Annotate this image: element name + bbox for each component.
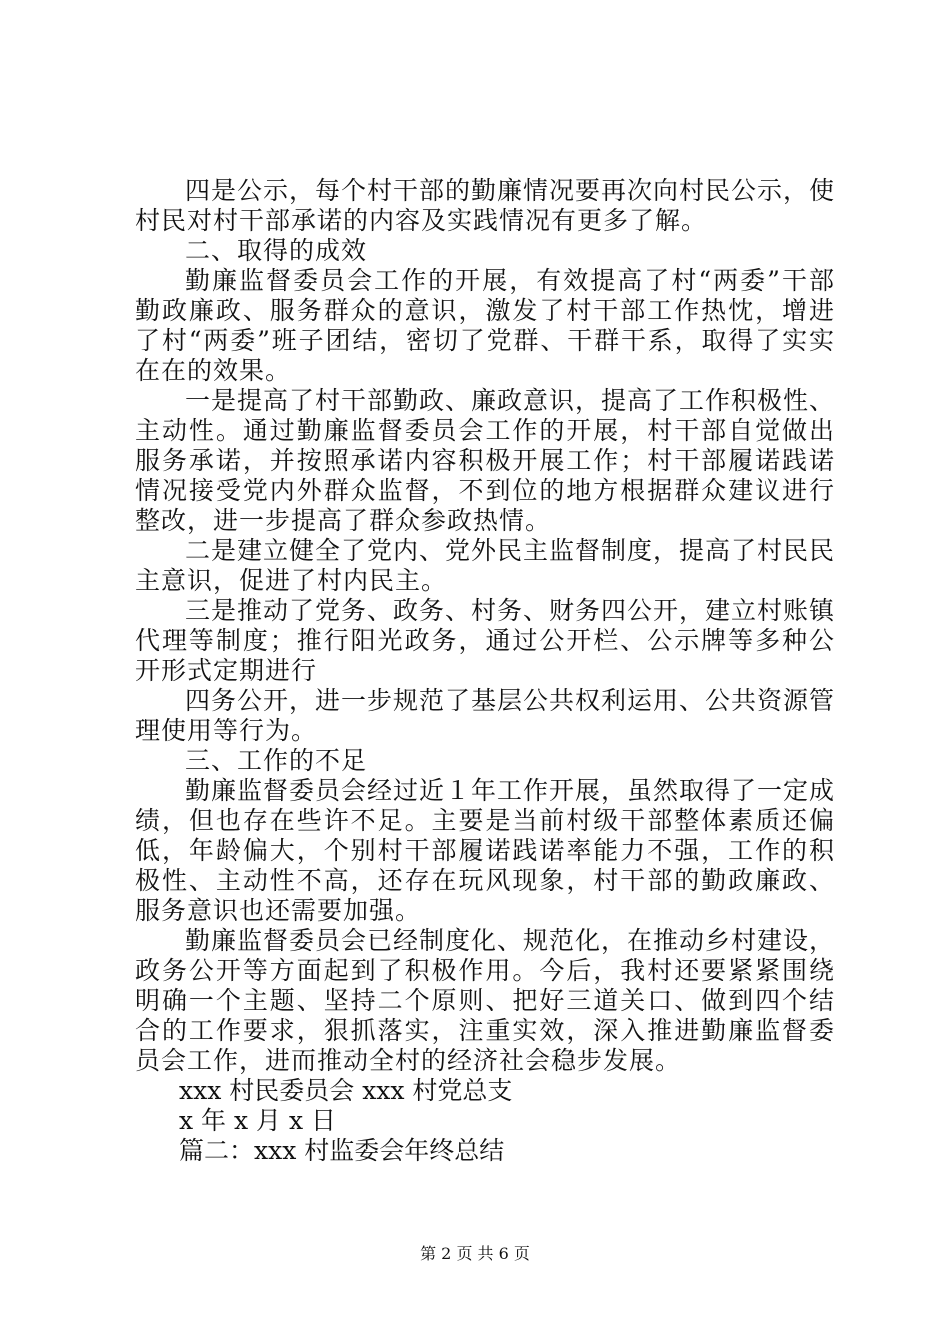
- paragraph-result-three: 三是推动了党务、政务、村务、财务四公开，建立村账镇代理等制度；推行阳光政务，通过公开栏、公示牌等多种公开形式定期进行: [135, 596, 836, 685]
- paragraph-result-four: 四务公开，进一步规范了基层公共权利运用、公共资源管理使用等行为。: [135, 686, 836, 745]
- paragraph-result-one: 一是提高了村干部勤政、廉政意识，提高了工作积极性、主动性。通过勤廉监督委员会工作的开展，村干部自觉做出服务承诺，并按照承诺内容积极开展工作；村干部履诺践诺情况接受党内外群众监督，不到位的地方根据群众建议进行整改，进一步提高了群众参政热情。: [135, 386, 836, 535]
- document-body: [135, 176, 835, 1166]
- paragraph-publicity: 四是公示，每个村干部的勤廉情况要再次向村民公示，使村民对村干部承诺的内容及实践情况有更多了解。: [135, 176, 836, 235]
- paragraph-result-two: 二是建立健全了党内、党外民主监督制度，提高了村民民主意识，促进了村内民主。: [135, 536, 836, 595]
- date-line: x 年 x 月 x 日: [179, 1106, 337, 1135]
- page-number-footer: 第 2 页 共 6 页: [420, 1244, 530, 1263]
- next-section-title: 篇二：xxx 村监委会年终总结: [179, 1136, 505, 1165]
- paragraph-shortcomings: 勤廉监督委员会经过近１年工作开展，虽然取得了一定成绩，但也存在些许不足。主要是当前村级干部整体素质还偏低，年龄偏大，个别村干部履诺践诺率能力不强，工作的积极性、主动性不高，还存在玩风现象，村干部的勤政廉政、服务意识也还需要加强。: [135, 776, 836, 925]
- section-heading-shortcomings: 三、工作的不足: [185, 746, 368, 775]
- signature-line: xxx 村民委员会 xxx 村党总支: [179, 1076, 513, 1105]
- section-heading-results: 二、取得的成效: [185, 236, 368, 265]
- paragraph-conclusion: 勤廉监督委员会已经制度化、规范化，在推动乡村建设，政务公开等方面起到了积极作用。今后，我村还要紧紧围绕明确一个主题、坚持二个原则、把好三道关口、做到四个结合的工作要求，狠抓落实，注重实效，深入推进勤廉监督委员会工作，进而推动全村的经济社会稳步发展。: [135, 926, 836, 1075]
- paragraph-results-intro: 勤廉监督委员会工作的开展，有效提高了村“两委”干部勤政廉政、服务群众的意识，激发了村干部工作热忱，增进了村“两委”班子团结，密切了党群、干群干系，取得了实实在在的效果。: [135, 266, 835, 385]
